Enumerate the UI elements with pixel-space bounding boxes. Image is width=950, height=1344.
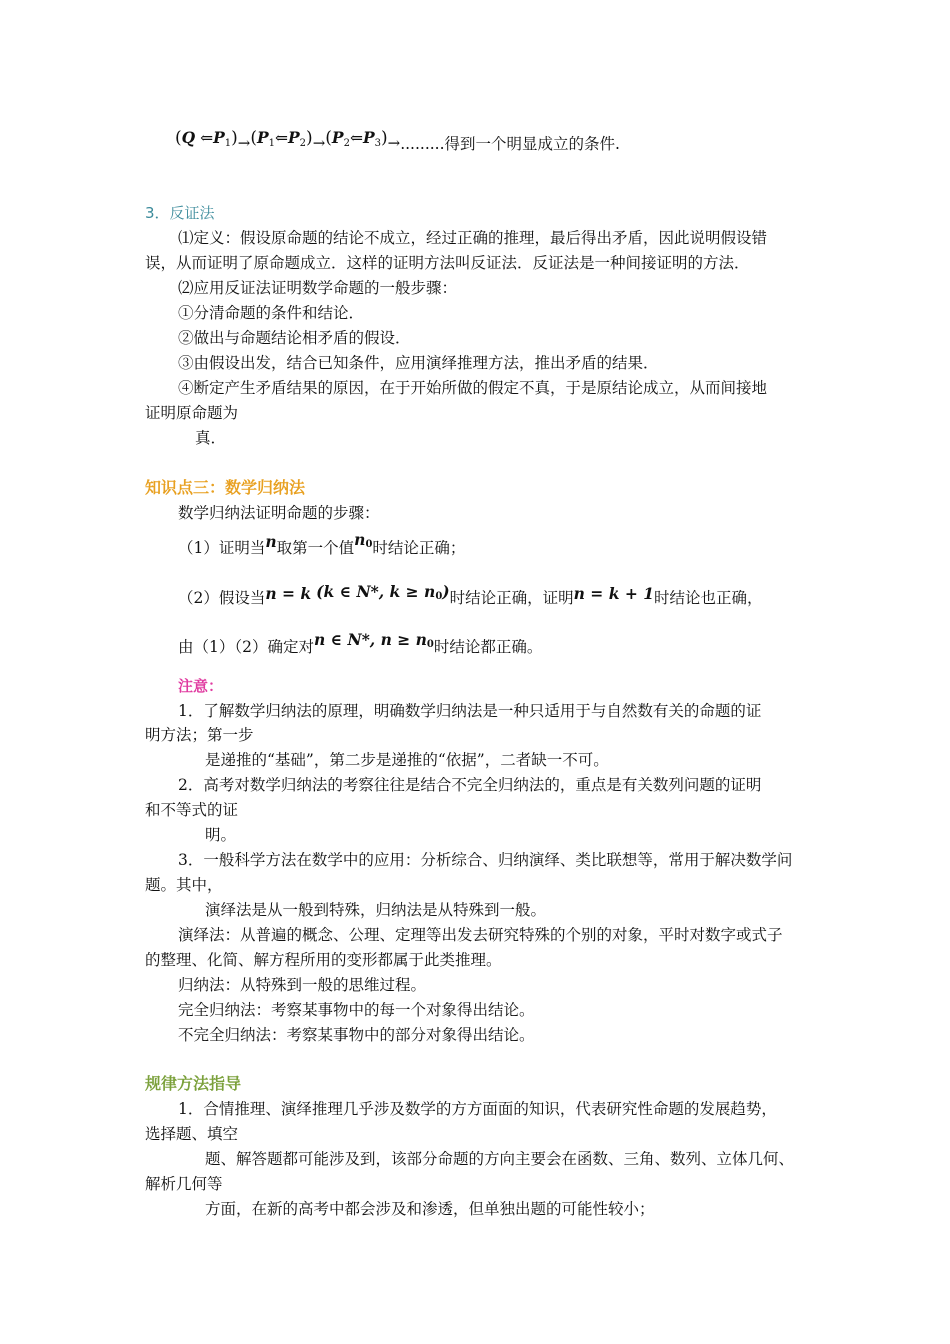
knowledge3-title: 知识点三：数学归纳法: [145, 478, 306, 497]
notes-line: 和不等式的证: [145, 801, 239, 819]
notes-line: 是递推的“基础”，第二步是递推的“依据”，二者缺一不可。: [205, 751, 609, 769]
method-line: 1．合情推理、演绎推理几乎涉及数学的方方面面的知识，代表研究性命题的发展趋势，: [178, 1100, 777, 1118]
notes-line: 归纳法：从特殊到一般的思维过程。: [178, 976, 427, 994]
notes-line: 1．了解数学归纳法的原理，明确数学归纳法是一种只适用于与自然数有关的命题的证: [178, 702, 762, 720]
section3-title: 3．反证法: [145, 204, 215, 222]
notes-line: 不完全归纳法：考察某事物中的部分对象得出结论。: [178, 1026, 535, 1044]
method-line: 题、解答题都可能涉及到，该部分命题的方向主要会在函数、三角、数列、立体几何、: [205, 1150, 795, 1168]
notes-line: 明。: [205, 826, 237, 844]
induction-step1: （1）证明当n取第一个值n0时结论正确；: [178, 530, 466, 557]
knowledge3-intro: 数学归纳法证明命题的步骤：: [178, 504, 380, 522]
notes-line: 的整理、化简、解方程所用的变形都属于此类推理。: [145, 951, 502, 969]
induction-step2: （2）假设当n = k (k ∈ N*, k ≥ n0)时结论正确，证明n = k + 1时结论也正确，: [178, 582, 763, 607]
notes-line: 完全归纳法：考察某事物中的每一个对象得出结论。: [178, 1001, 535, 1019]
section3-line: ⑵应用反证法证明数学命题的一般步骤：: [178, 279, 458, 297]
section3-line: ①分清命题的条件和结论．: [178, 304, 365, 322]
section3-line: ②做出与命题结论相矛盾的假设．: [178, 329, 411, 347]
notes-line: 2．高考对数学归纳法的考察往往是结合不完全归纳法的，重点是有关数列问题的证明: [178, 776, 762, 794]
formula-line: (Q $⇐P_1)\to(P_1⇐P_2)\to(P_2⇐P_3)\to$.........得到一个明显成立的条件.: [175, 128, 620, 153]
notes-line: 演绎法：从普遍的概念、公理、定理等出发去研究特殊的个别的对象，平时对数字或式子: [178, 926, 783, 944]
notes-line: 明方法；第一步: [145, 726, 254, 744]
method-line: 方面，在新的高考中都会涉及和渗透，但单独出题的可能性较小；: [205, 1200, 655, 1218]
notes-line: 3．一般科学方法在数学中的应用：分析综合、归纳演绎、类比联想等，常用于解决数学问: [178, 851, 793, 869]
section3-line: 证明原命题为: [145, 404, 239, 422]
section3-line: ③由假设出发，结合已知条件，应用演绎推理方法，推出矛盾的结果．: [178, 354, 659, 372]
notes-line: 题。其中，: [145, 876, 223, 894]
method-line: 解析几何等: [145, 1175, 223, 1193]
notes-title: 注意：: [178, 677, 224, 695]
section3-line: ⑴定义：假设原命题的结论不成立，经过正确的推理，最后得出矛盾，因此说明假设错: [178, 229, 768, 247]
section3-line: 误，从而证明了原命题成立．这样的证明方法叫反证法．反证法是一种间接证明的方法．: [145, 254, 750, 272]
method-title: 规律方法指导: [145, 1074, 242, 1093]
method-line: 选择题、填空: [145, 1125, 239, 1143]
section3-line: 真．: [195, 429, 227, 447]
section3-line: ④断定产生矛盾结果的原因，在于开始所做的假定不真，于是原结论成立，从而间接地: [178, 379, 768, 397]
induction-step3: 由（1）（2）确定对n ∈ N*, n ≥ n0时结论都正确。: [178, 630, 543, 656]
notes-line: 演绎法是从一般到特殊，归纳法是从特殊到一般。: [205, 901, 547, 919]
